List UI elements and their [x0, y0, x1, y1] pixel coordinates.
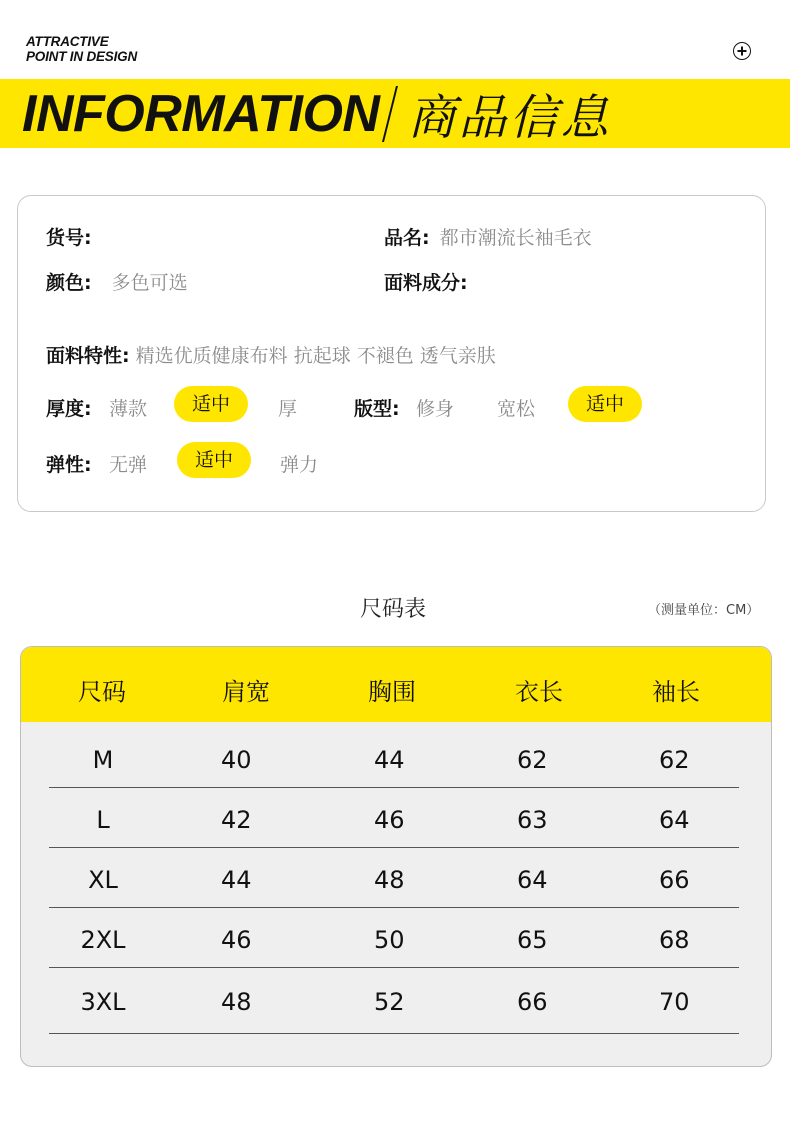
- cell-size: 2XL: [80, 926, 126, 954]
- thickness-option-medium[interactable]: 适中: [174, 386, 248, 422]
- banner-divider: [383, 86, 399, 142]
- cell-shoulder: 46: [221, 926, 252, 954]
- fit-option-loose[interactable]: 宽松: [497, 398, 536, 420]
- cell-shoulder: 48: [221, 988, 252, 1016]
- color-row: [46, 268, 188, 295]
- fit-label: 版型:: [354, 398, 400, 420]
- header-chest: 胸围: [368, 678, 416, 706]
- table-row: [21, 908, 771, 968]
- row-divider: [49, 967, 739, 968]
- product-name-value: 都市潮流长袖毛衣: [439, 227, 592, 249]
- cell-chest: 48: [374, 866, 405, 894]
- composition-label: 面料成分:: [384, 272, 468, 294]
- fabric-feature-value: 精选优质健康布料 抗起球 不褪色 透气亲肤: [135, 345, 496, 367]
- table-row: [21, 848, 771, 908]
- cell-length: 63: [517, 806, 548, 834]
- tagline-line-1: ATTRACTIVE: [26, 34, 109, 49]
- fit-option-slim[interactable]: 修身: [416, 398, 455, 420]
- item-number-label: 货号:: [46, 227, 92, 249]
- header-shoulder: 肩宽: [222, 678, 270, 706]
- product-name-label: 品名:: [384, 227, 430, 249]
- color-label: 颜色:: [46, 272, 92, 294]
- design-tagline: [26, 34, 137, 64]
- cell-shoulder: 44: [221, 866, 252, 894]
- cell-length: 62: [517, 746, 548, 774]
- elasticity-option-medium[interactable]: 适中: [177, 442, 251, 478]
- row-divider: [49, 1033, 739, 1034]
- cell-shoulder: 42: [221, 806, 252, 834]
- table-row: [21, 728, 771, 788]
- cell-size: M: [92, 746, 114, 774]
- fabric-feature-label: 面料特性:: [46, 345, 130, 367]
- item-number-row: [46, 223, 92, 250]
- size-chart-table: [20, 646, 772, 1067]
- header-length: 衣长: [515, 678, 563, 706]
- cell-length: 64: [517, 866, 548, 894]
- thickness-option-thin[interactable]: 薄款: [109, 398, 148, 420]
- cell-sleeve: 68: [659, 926, 690, 954]
- header-size: 尺码: [78, 678, 126, 706]
- product-name-row: [384, 223, 592, 250]
- thickness-option-thick[interactable]: 厚: [278, 398, 298, 420]
- plus-circle-icon[interactable]: [733, 42, 751, 60]
- color-value: 多色可选: [111, 272, 188, 294]
- size-chart-title: 尺码表: [360, 597, 427, 622]
- product-info-card: [17, 195, 766, 512]
- cell-sleeve: 66: [659, 866, 690, 894]
- elasticity-label: 弹性:: [46, 454, 92, 476]
- measurement-unit-note: （测量单位：CM）: [648, 603, 760, 618]
- cell-size: L: [96, 806, 110, 834]
- header-sleeve: 袖长: [652, 678, 700, 706]
- cell-chest: 44: [374, 746, 405, 774]
- cell-shoulder: 40: [221, 746, 252, 774]
- cell-length: 65: [517, 926, 548, 954]
- fabric-feature-row: [46, 341, 496, 368]
- cell-size: 3XL: [80, 988, 126, 1016]
- tagline-line-2: POINT IN DESIGN: [26, 49, 138, 64]
- banner-title-en: INFORMATION: [22, 84, 380, 143]
- cell-size: XL: [88, 866, 118, 894]
- cell-sleeve: 64: [659, 806, 690, 834]
- elasticity-option-none[interactable]: 无弹: [109, 454, 148, 476]
- cell-length: 66: [517, 988, 548, 1016]
- composition-row: [384, 268, 468, 295]
- table-row: [21, 788, 771, 848]
- table-row: [21, 970, 771, 1034]
- cell-sleeve: 62: [659, 746, 690, 774]
- information-banner: [0, 79, 790, 148]
- cell-chest: 50: [374, 926, 405, 954]
- thickness-label: 厚度:: [46, 398, 92, 420]
- cell-sleeve: 70: [659, 988, 690, 1016]
- cell-chest: 52: [374, 988, 405, 1016]
- elasticity-option-stretch[interactable]: 弹力: [280, 454, 319, 476]
- cell-chest: 46: [374, 806, 405, 834]
- banner-title-cn: 商品信息: [407, 90, 612, 146]
- fit-option-regular[interactable]: 适中: [568, 386, 642, 422]
- size-chart-header: [21, 647, 771, 722]
